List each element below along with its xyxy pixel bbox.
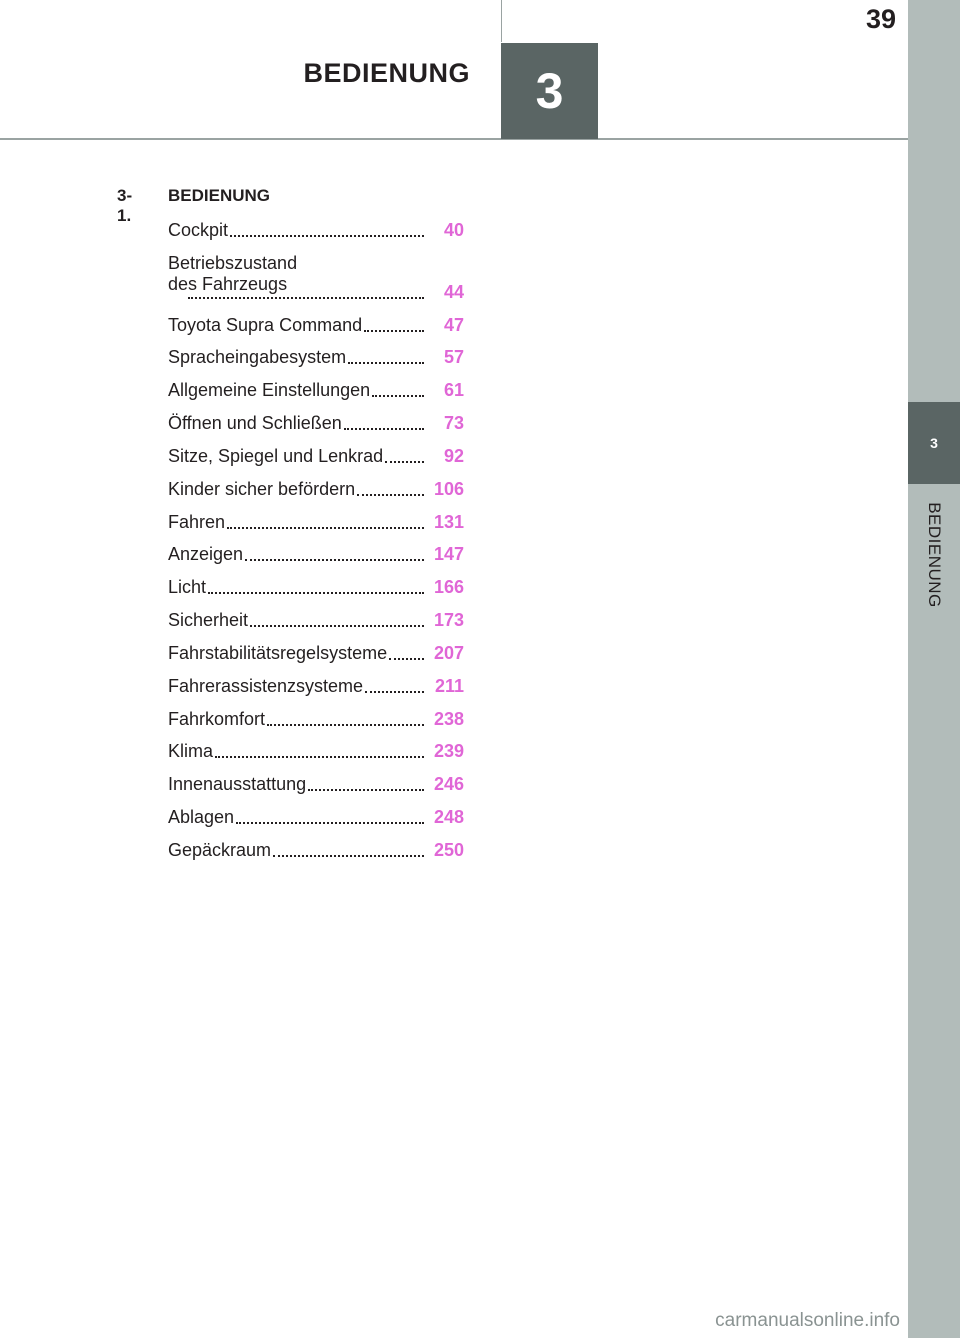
watermark: carmanualsonline.info: [715, 1310, 900, 1331]
toc-entry-label: Allgemeine Einstellungen: [168, 380, 371, 400]
toc-entry-label: Klima: [168, 741, 214, 761]
side-tab-number[interactable]: 3: [908, 402, 960, 484]
leader-dots: [372, 394, 424, 397]
toc-entry[interactable]: [168, 512, 464, 534]
leader-dots: [365, 690, 424, 693]
toc-entry[interactable]: [168, 577, 464, 599]
chapter-number-box: 3: [501, 43, 598, 139]
toc-page-link[interactable]: 47: [443, 315, 464, 335]
toc-page-link[interactable]: 147: [433, 544, 464, 564]
leader-dots: [188, 296, 424, 299]
toc-entry-label: Cockpit: [168, 220, 229, 240]
leader-dots: [250, 624, 424, 627]
toc-entry[interactable]: [168, 220, 464, 242]
toc-entry[interactable]: [168, 413, 464, 435]
toc-entry-label: Gepäckraum: [168, 840, 272, 860]
toc-page-link[interactable]: 73: [443, 413, 464, 433]
toc-entry-label: Fahrerassistenzsysteme: [168, 676, 364, 696]
toc-entry[interactable]: [168, 446, 464, 468]
toc-page-link[interactable]: 106: [433, 479, 464, 499]
leader-dots: [364, 329, 424, 332]
section-title: BEDIENUNG: [168, 186, 271, 205]
leader-dots: [208, 591, 424, 594]
toc-entry[interactable]: [168, 807, 464, 829]
toc-page-link[interactable]: 57: [443, 347, 464, 367]
toc-entry-label: Toyota Supra Command: [168, 315, 363, 335]
toc-entry-label: Ablagen: [168, 807, 235, 827]
toc-entry[interactable]: [168, 544, 464, 566]
toc-page-link[interactable]: 239: [433, 741, 464, 761]
toc-entry-label: Fahrstabilitätsregelsysteme: [168, 643, 388, 663]
toc-entry-label: Spracheingabesystem: [168, 347, 347, 367]
toc-entry-label: Licht: [168, 577, 207, 597]
toc-entry[interactable]: [168, 479, 464, 501]
toc-entry-label: Sitze, Spiegel und Lenkrad: [168, 446, 384, 466]
toc-page-link[interactable]: 40: [443, 220, 464, 240]
leader-dots: [344, 427, 424, 430]
toc-page-link[interactable]: 211: [434, 676, 464, 696]
toc-entry[interactable]: [168, 676, 464, 698]
leader-dots: [389, 657, 424, 660]
leader-dots: [245, 558, 424, 561]
toc-page-link[interactable]: 173: [433, 610, 464, 630]
leader-dots: [227, 526, 424, 529]
toc-page-link[interactable]: 166: [433, 577, 464, 597]
header-rule: [0, 138, 908, 140]
page-number: 39: [865, 4, 896, 34]
toc-page-link[interactable]: 92: [443, 446, 464, 466]
toc-entry[interactable]: [168, 774, 464, 796]
toc-entry-label: Kinder sicher befördern: [168, 479, 356, 499]
toc-page-link[interactable]: 238: [433, 709, 464, 729]
toc-page-link[interactable]: 246: [433, 774, 464, 794]
leader-dots: [215, 755, 424, 758]
leader-dots: [357, 493, 424, 496]
toc-entry[interactable]: [168, 741, 464, 763]
toc-entry[interactable]: [168, 610, 464, 632]
toc-entry[interactable]: [168, 380, 464, 402]
toc-entry-label: Sicherheit: [168, 610, 249, 630]
toc-entry[interactable]: [168, 643, 464, 665]
leader-dots: [348, 361, 424, 364]
leader-dots: [308, 788, 424, 791]
side-strip: [908, 0, 960, 1338]
toc-page-link[interactable]: 207: [433, 643, 464, 663]
toc-page-link[interactable]: 250: [433, 840, 464, 860]
toc-page-link[interactable]: 131: [433, 512, 464, 532]
leader-dots: [236, 821, 424, 824]
toc-page-link[interactable]: 61: [443, 380, 464, 400]
header-divider: [501, 0, 502, 42]
leader-dots: [230, 234, 424, 237]
side-tab-label: BEDIENUNG: [925, 502, 944, 608]
leader-dots: [273, 854, 424, 857]
section-number: 3-1.: [117, 186, 133, 225]
toc-entry[interactable]: [168, 840, 464, 862]
toc-page-link[interactable]: 44: [443, 282, 464, 302]
toc-entry-label: Fahren: [168, 512, 226, 532]
chapter-title: BEDIENUNG: [303, 58, 470, 88]
toc-entry-label: Fahrkomfort: [168, 709, 266, 729]
toc-entry-label: Anzeigen: [168, 544, 244, 564]
toc-entry[interactable]: [168, 347, 464, 369]
toc-entry-label-wrapped: Betriebszustand des Fahrzeugs: [168, 253, 298, 294]
toc-entry[interactable]: [186, 282, 464, 304]
toc-entry-label: Öffnen und Schließen: [168, 413, 342, 433]
toc-page-link[interactable]: 248: [433, 807, 464, 827]
toc-entry[interactable]: [168, 709, 464, 731]
leader-dots: [267, 723, 424, 726]
leader-dots: [385, 460, 424, 463]
toc-entry[interactable]: [168, 315, 464, 337]
toc-entry-label: Innenausstattung: [168, 774, 307, 794]
